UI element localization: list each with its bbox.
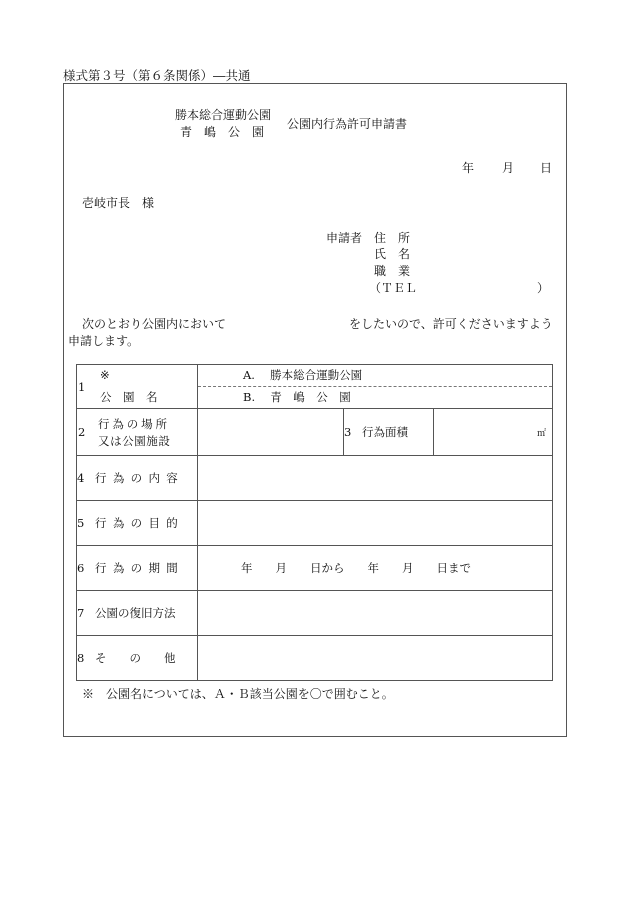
- row4-label: 行為の内容: [95, 471, 185, 485]
- row6-label: 行為の期間: [95, 561, 185, 575]
- application-table: [76, 364, 553, 681]
- period-label-cell: [77, 546, 198, 591]
- row1-label: 公 園 名: [100, 389, 158, 404]
- row7-number: 7: [77, 606, 85, 620]
- row5-number: 5: [77, 516, 85, 530]
- other-label-cell: [77, 636, 198, 681]
- row4-number: 4: [77, 471, 85, 485]
- row-purpose: [77, 501, 553, 546]
- body-text-line2: 申請します。: [68, 334, 140, 348]
- restoration-label-cell: [77, 591, 198, 636]
- park-name-a: 勝本総合運動公園: [175, 108, 272, 122]
- applicant-prefix: 申請者: [326, 231, 363, 245]
- form-header: 様式第３号（第６条関係）―共通: [63, 68, 251, 83]
- applicant-tel-open: （ＴＥＬ: [369, 281, 418, 295]
- row-other: [77, 636, 553, 681]
- date-month: 月: [502, 161, 515, 175]
- park-name-label-cell: [77, 365, 198, 409]
- content-input[interactable]: [198, 456, 553, 501]
- body-text-part1: 次のとおり公園内において: [82, 317, 227, 331]
- row3-number: 3: [344, 425, 352, 439]
- period-input[interactable]: [198, 546, 553, 591]
- body-text-part2: をしたいので、許可くださいますよう: [349, 317, 553, 331]
- row-park-name: [77, 365, 553, 409]
- row2-number: 2: [78, 425, 86, 439]
- row1-number: 1: [78, 379, 86, 394]
- purpose-label-cell: [77, 501, 198, 546]
- park-name-b: 青 嶋 公 園: [180, 125, 265, 139]
- row7-label: 公園の復旧方法: [95, 606, 176, 620]
- row-restoration: [77, 591, 553, 636]
- applicant-tel-close: ）: [537, 281, 550, 295]
- period-value: 年 月 日から 年 月 日まで: [241, 561, 471, 575]
- date-year: 年: [462, 161, 475, 175]
- restoration-input[interactable]: [198, 591, 553, 636]
- row2-label-1: 行為の場所: [98, 417, 170, 431]
- option-b[interactable]: B. 青 嶋 公 園: [243, 390, 351, 404]
- footnote: ※ 公園名については、Ａ・Ｂ該当公園を〇で囲むこと。: [82, 687, 394, 701]
- row2-label-2: 又は公園施設: [98, 434, 171, 448]
- area-input[interactable]: [434, 409, 553, 456]
- applicant-name-label: 氏 名: [374, 247, 411, 261]
- row-period: [77, 546, 553, 591]
- row-location: [77, 409, 553, 456]
- area-unit: ㎡: [537, 429, 547, 439]
- document-title: 公園内行為許可申請書: [287, 117, 408, 131]
- option-a[interactable]: A. 勝本総合運動公園: [198, 365, 552, 387]
- row5-label: 行為の目的: [95, 516, 185, 530]
- park-options-cell: [198, 365, 553, 409]
- row-content: [77, 456, 553, 501]
- purpose-input[interactable]: [198, 501, 553, 546]
- content-label-cell: [77, 456, 198, 501]
- location-input[interactable]: [198, 409, 344, 456]
- row8-number: 8: [77, 651, 85, 665]
- applicant-address-label: 住 所: [374, 231, 411, 245]
- row6-number: 6: [77, 561, 85, 575]
- other-input[interactable]: [198, 636, 553, 681]
- area-label-cell: [344, 409, 434, 456]
- applicant-occupation-label: 職 業: [374, 264, 411, 278]
- location-label-cell: [77, 409, 198, 456]
- addressee: 壱岐市長 様: [82, 196, 155, 210]
- row1-mark: ※: [100, 367, 110, 382]
- row8-label: そ の 他: [95, 651, 176, 665]
- date-day: 日: [540, 161, 553, 175]
- area-label: 行為面積: [362, 425, 408, 439]
